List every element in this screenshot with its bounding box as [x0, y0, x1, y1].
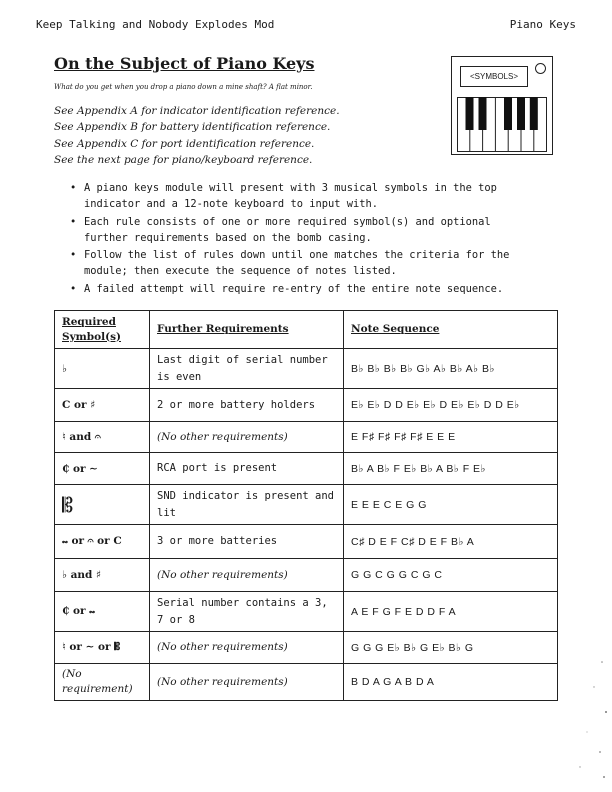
- requirement-cell: (No other requirements): [150, 664, 344, 701]
- requirement-cell: 3 or more batteries: [150, 525, 344, 559]
- note-sequence-cell: G G G E♭ B♭ G E♭ B♭ G: [344, 632, 558, 664]
- header-required-symbols: Required Symbol(s): [55, 311, 150, 349]
- note-sequence-cell: B D A G A B D A: [344, 664, 558, 701]
- page-subtitle: What do you get when you drop a piano down a mine shaft? A flat minor.: [54, 83, 313, 91]
- required-symbols-cell: 𝆗 or 𝄐 or C: [55, 525, 150, 559]
- note-sequence-cell: E♭ E♭ D D E♭ E♭ D E♭ E♭ D D E♭: [344, 389, 558, 422]
- requirement-cell: 2 or more battery holders: [150, 389, 344, 422]
- speckle-dot: [593, 686, 594, 687]
- reference-line: See Appendix C for port identification reference.: [54, 137, 315, 150]
- instruction-item: • A piano keys module will present with 3 musical symbols in the top indicator and a 12-note keyboard to input with.: [70, 180, 538, 213]
- note-sequence-cell: E E E C E G G: [344, 485, 558, 525]
- page-title: On the Subject of Piano Keys: [54, 54, 315, 73]
- note-sequence-cell: A E F G F E D D F A: [344, 592, 558, 632]
- status-light-icon: [535, 63, 546, 74]
- speckle-dot: [605, 711, 607, 713]
- required-symbols-cell: ₵ or ∼: [55, 453, 150, 485]
- table-row: [55, 592, 558, 632]
- reference-line: See the next page for piano/keyboard reference.: [54, 153, 313, 166]
- required-symbols-cell: ♮ and 𝄐: [55, 422, 150, 453]
- table-row: [55, 422, 558, 453]
- instruction-item: • A failed attempt will require re-entry of the entire note sequence.: [70, 281, 538, 297]
- requirement-cell: Last digit of serial number is even: [150, 349, 344, 389]
- symbols-display: <SYMBOLS>: [460, 66, 528, 87]
- appendix-references: [54, 103, 340, 168]
- note-sequence-cell: B♭ A B♭ F E♭ B♭ A B♭ F E♭: [344, 453, 558, 485]
- black-key: [504, 97, 512, 130]
- required-symbols-cell: ₵ or 𝆗: [55, 592, 150, 632]
- note-sequence-cell: E F♯ F♯ F♯ F♯ E E E: [344, 422, 558, 453]
- instruction-list: [70, 180, 538, 298]
- requirement-cell: (No other requirements): [150, 559, 344, 592]
- required-symbols-cell: (No requirement): [55, 664, 150, 701]
- header-note-sequence: Note Sequence: [344, 311, 558, 349]
- paper-speckle-texture: [542, 642, 612, 792]
- table-row: [55, 349, 558, 389]
- header-further-requirements: Further Requirements: [150, 311, 344, 349]
- speckle-dot: [603, 776, 605, 778]
- required-symbols-cell: ♭: [55, 349, 150, 389]
- speckle-dot: [579, 766, 580, 767]
- required-symbols-cell: 𝄡: [55, 485, 150, 525]
- table-row: [55, 632, 558, 664]
- table-row: [55, 389, 558, 422]
- instruction-item: • Follow the list of rules down until one matches the criteria for the module; then execute the sequence of notes listed.: [70, 247, 538, 280]
- required-symbols-cell: ♭ and ♯: [55, 559, 150, 592]
- speckle-dot: [599, 751, 601, 753]
- reference-line: See Appendix A for indicator identification reference.: [54, 105, 340, 117]
- black-key: [466, 97, 474, 130]
- speckle-dot: [586, 731, 587, 732]
- requirement-cell: Serial number contains a 3, 7 or 8: [150, 592, 344, 632]
- note-sequence-cell: C♯ D E F C♯ D E F B♭ A: [344, 525, 558, 559]
- header-module-name: Piano Keys: [509, 18, 576, 31]
- requirement-cell: (No other requirements): [150, 632, 344, 664]
- black-key: [479, 97, 487, 130]
- table-row: [55, 485, 558, 525]
- requirement-cell: SND indicator is present and lit: [150, 485, 344, 525]
- requirement-cell: (No other requirements): [150, 422, 344, 453]
- requirement-cell: RCA port is present: [150, 453, 344, 485]
- instruction-item: • Each rule consists of one or more required symbol(s) and optional further requirements based on the bomb casing.: [70, 214, 538, 247]
- required-symbols-cell: ♮ or ∼ or 𝄡: [55, 632, 150, 664]
- table-row: [55, 664, 558, 701]
- header-mod-name: Keep Talking and Nobody Explodes Mod: [36, 18, 275, 31]
- note-sequence-cell: G G C G G C G C: [344, 559, 558, 592]
- table-row: [55, 525, 558, 559]
- required-symbols-cell: C or ♯: [55, 389, 150, 422]
- table-row: [55, 559, 558, 592]
- reference-line: See Appendix B for battery identification reference.: [54, 121, 331, 134]
- rules-table: [54, 310, 558, 701]
- piano-keyboard-icon: [457, 97, 547, 152]
- speckle-dot: [601, 661, 603, 663]
- note-sequence-cell: B♭ B♭ B♭ B♭ G♭ A♭ B♭ A♭ B♭: [344, 349, 558, 389]
- table-row: [55, 453, 558, 485]
- table-header-row: [55, 311, 558, 349]
- black-key: [517, 97, 525, 130]
- black-key: [530, 97, 538, 130]
- module-illustration: [451, 56, 553, 155]
